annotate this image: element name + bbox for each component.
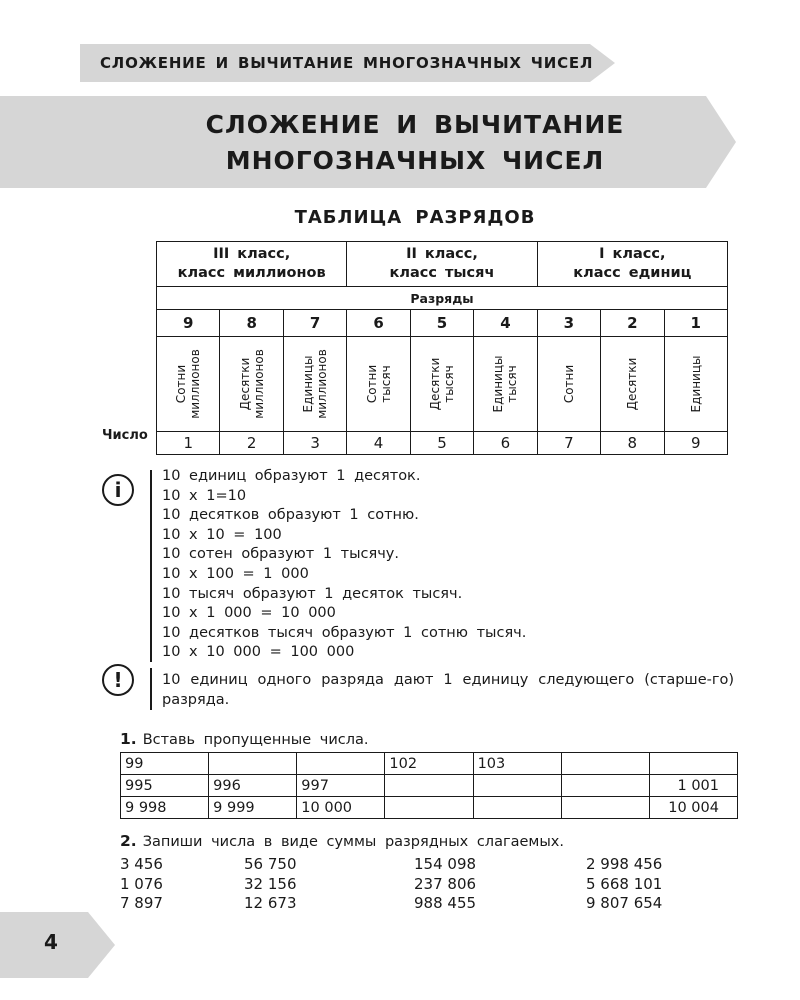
number-digit: 8 <box>601 432 664 455</box>
number-digit: 2 <box>220 432 283 455</box>
info-line: 10 тысяч образуют 1 десяток тысяч. <box>162 585 463 602</box>
number-row <box>157 432 728 455</box>
rank-name-cell: Десятки миллионов <box>220 337 283 432</box>
class-cell-millions: III класс, класс миллионов <box>157 242 347 287</box>
table-cell: 995 <box>121 775 209 797</box>
rank-digit: 1 <box>664 310 728 337</box>
number-item: 9 807 654 <box>586 894 663 912</box>
number-item: 1 076 <box>120 874 163 893</box>
number-digit: 3 <box>283 432 346 455</box>
table-cell-blank[interactable] <box>561 775 649 797</box>
table-cell: 10 004 <box>649 797 737 819</box>
rank-name-cell: Единицы тысяч <box>474 337 537 432</box>
info-line: 10 х 1 000 = 10 000 <box>162 605 336 622</box>
info-line: 10 единиц образуют 1 десяток. <box>162 468 421 484</box>
table-cell-blank[interactable] <box>385 775 473 797</box>
number-row <box>120 894 662 914</box>
info-line: 10 х 10 = 100 <box>162 526 282 543</box>
info-line: 10 десятков образуют 1 сотню. <box>162 507 419 524</box>
table-cell-blank[interactable] <box>209 753 297 775</box>
number-digit: 6 <box>474 432 537 455</box>
class-cell-thousands: II класс, класс тысяч <box>347 242 537 287</box>
number-row <box>120 875 662 895</box>
number-item: 32 156 <box>244 874 297 893</box>
rank-name-cell: Сотни <box>537 337 600 432</box>
number-digit: 5 <box>410 432 473 455</box>
table-cell-blank[interactable] <box>297 753 385 775</box>
rule-text: 10 единиц одного разряда дают 1 единицу следующего (старше-го) разряда. <box>162 672 734 708</box>
number-item: 12 673 <box>244 894 297 912</box>
number-item: 56 750 <box>244 855 297 873</box>
number-row-label: Число <box>102 428 148 443</box>
rank-digit: 7 <box>283 310 346 337</box>
number-digit: 1 <box>157 432 220 455</box>
rank-digit: 4 <box>474 310 537 337</box>
chapter-title-line-2: МНОГОЗНАЧНЫХ ЧИСЕЛ <box>225 146 605 175</box>
info-icon: i <box>102 474 134 506</box>
class-cell-units: I класс, класс единиц <box>537 242 727 287</box>
number-digit: 4 <box>347 432 410 455</box>
table-cell: 996 <box>209 775 297 797</box>
rule-divider <box>150 668 152 710</box>
table-cell-blank[interactable] <box>561 753 649 775</box>
running-header-title: СЛОЖЕНИЕ И ВЫЧИТАНИЕ МНОГОЗНАЧНЫХ ЧИСЕЛ <box>100 54 594 72</box>
task-1-text: Вставь пропущенные числа. <box>142 732 369 748</box>
number-item: 7 897 <box>120 894 163 912</box>
info-block <box>162 467 526 663</box>
rank-name-cell: Десятки <box>601 337 664 432</box>
table-cell: 103 <box>473 753 561 775</box>
rank-digit: 2 <box>601 310 664 337</box>
table-cell: 997 <box>297 775 385 797</box>
rank-name-row <box>157 337 728 432</box>
ranks-label-cell: Разряды <box>157 287 728 310</box>
task-2-title <box>120 832 564 850</box>
task-1-number: 1. <box>120 730 137 748</box>
rank-name-cell: Сотни миллионов <box>157 337 220 432</box>
number-item: 2 998 456 <box>586 855 663 873</box>
task-2-number: 2. <box>120 832 137 850</box>
rank-name-cell: Единицы <box>664 337 728 432</box>
rank-digit: 9 <box>157 310 220 337</box>
table-cell: 1 001 <box>649 775 737 797</box>
table-cell-blank[interactable] <box>385 797 473 819</box>
task-1-table <box>120 752 738 819</box>
number-item: 988 455 <box>414 894 477 912</box>
table-cell-blank[interactable] <box>473 797 561 819</box>
rank-digit-row <box>157 310 728 337</box>
table-cell: 102 <box>385 753 473 775</box>
table-cell: 99 <box>121 753 209 775</box>
rank-name-cell: Сотни тысяч <box>347 337 410 432</box>
number-item: 5 668 101 <box>586 874 663 893</box>
number-item: 154 098 <box>414 855 477 873</box>
rank-name-cell: Десятки тысяч <box>410 337 473 432</box>
page-number: 4 <box>44 930 58 954</box>
info-line: 10 сотен образуют 1 тысячу. <box>162 546 399 563</box>
task-2-numbers <box>120 855 662 914</box>
rank-digit: 8 <box>220 310 283 337</box>
info-line: 10 х 100 = 1 000 <box>162 565 309 582</box>
table-cell-blank[interactable] <box>561 797 649 819</box>
table-cell-blank[interactable] <box>473 775 561 797</box>
info-line: 10 х 10 000 = 100 000 <box>162 644 355 661</box>
table-row <box>121 775 738 797</box>
chapter-title-line-1: СЛОЖЕНИЕ И ВЫЧИТАНИЕ <box>205 110 625 139</box>
rank-table <box>156 241 728 455</box>
table-cell: 10 000 <box>297 797 385 819</box>
rank-digit: 5 <box>410 310 473 337</box>
info-line: 10 десятков тысяч образуют 1 сотню тысяч. <box>162 624 527 641</box>
table-row <box>121 797 738 819</box>
exclamation-icon: ! <box>102 664 134 696</box>
rank-digit: 6 <box>347 310 410 337</box>
task-1-title <box>120 730 369 748</box>
rank-table-caption: ТАБЛИЦА РАЗРЯДОВ <box>294 207 536 228</box>
number-item: 237 806 <box>414 874 477 893</box>
table-row <box>121 753 738 775</box>
info-line: 10 х 1=10 <box>162 487 247 504</box>
number-digit: 9 <box>664 432 728 455</box>
table-cell-blank[interactable] <box>649 753 737 775</box>
rank-name-cell: Единицы миллионов <box>283 337 346 432</box>
info-divider <box>150 470 152 662</box>
task-2-text: Запиши числа в виде суммы разрядных слагаемых. <box>142 834 564 850</box>
rank-digit: 3 <box>537 310 600 337</box>
number-row <box>120 855 662 875</box>
table-cell: 9 998 <box>121 797 209 819</box>
table-cell: 9 999 <box>209 797 297 819</box>
number-digit: 7 <box>537 432 600 455</box>
number-item: 3 456 <box>120 855 163 873</box>
